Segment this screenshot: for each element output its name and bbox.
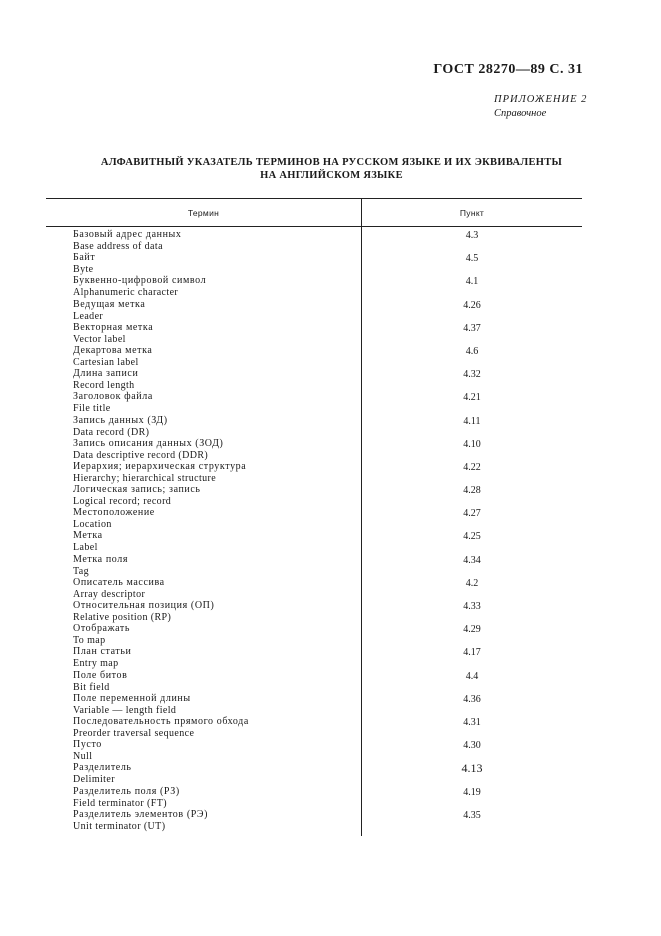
- table-row: [0, 623, 661, 646]
- term-item: 4.31: [463, 716, 481, 728]
- term-ru: Байт: [73, 252, 96, 264]
- table-row: [0, 252, 661, 275]
- term-en: Byte: [73, 264, 94, 276]
- term-en: Array descriptor: [73, 588, 146, 600]
- term-item: 4.11: [463, 415, 481, 427]
- term-ru: Поле битов: [73, 669, 128, 681]
- term-ru: Метка поля: [73, 553, 129, 565]
- term-ru: Заголовок файла: [73, 391, 153, 403]
- document-title-line-2: НА АНГЛИЙСКОМ ЯЗЫКЕ: [260, 170, 403, 181]
- term-ru: Описатель массива: [73, 576, 165, 588]
- term-item: 4.2: [465, 577, 479, 589]
- term-item: 4.5: [465, 253, 479, 265]
- term-item: 4.29: [463, 624, 481, 636]
- term-ru: План статьи: [73, 646, 132, 658]
- term-en: Field terminator (FT): [73, 797, 167, 809]
- term-en: Relative position (RP): [73, 612, 172, 623]
- table-row: [0, 484, 661, 507]
- term-en: Null: [73, 751, 93, 763]
- term-en: Alphanumeric character: [73, 287, 179, 299]
- term-ru: Отображать: [73, 623, 131, 635]
- term-en: Unit terminator (UT): [73, 820, 166, 832]
- term-en: Vector label: [73, 333, 126, 345]
- table-header-rule: [46, 226, 582, 227]
- term-en: Cartesian label: [73, 356, 139, 368]
- term-item: 4.27: [463, 508, 481, 520]
- table-row: [0, 275, 661, 298]
- term-ru: Последовательность прямого обхода: [73, 715, 249, 727]
- table-row: [0, 786, 661, 809]
- term-en: Variable — length field: [73, 704, 177, 716]
- term-ru: Запись описания данных (ЗОД): [73, 437, 224, 449]
- term-item: 4.21: [463, 392, 481, 404]
- term-item: 4.32: [463, 369, 481, 381]
- term-ru: Разделитель: [73, 762, 132, 774]
- term-ru: Относительная позиция (ОП): [73, 600, 215, 611]
- term-en: Tag: [73, 565, 90, 577]
- term-ru: Пусто: [73, 739, 102, 751]
- term-item: 4.1: [465, 276, 479, 288]
- term-item: 4.33: [463, 601, 481, 612]
- term-en: Location: [73, 519, 112, 531]
- term-ru: Запись данных (ЗД): [73, 414, 168, 426]
- appendix-label: ПРИЛОЖЕНИЕ 2: [494, 94, 588, 105]
- table-row: [0, 577, 661, 600]
- term-item: 4.19: [463, 786, 481, 798]
- term-en: File title: [73, 403, 111, 415]
- table-row: [0, 299, 661, 322]
- table-row: [0, 554, 661, 577]
- term-en: Preorder traversal sequence: [73, 727, 195, 739]
- table-row: [0, 229, 661, 252]
- document-title: [0, 156, 661, 182]
- term-en: Leader: [73, 310, 104, 322]
- term-ru: Буквенно-цифровой символ: [73, 275, 207, 287]
- term-item: 4.10: [463, 438, 481, 450]
- table-row: [0, 438, 661, 461]
- term-item: 4.25: [463, 531, 481, 543]
- term-en: Record length: [73, 380, 135, 392]
- term-item: 4.36: [463, 693, 481, 705]
- term-ru: Базовый адрес данных: [73, 229, 182, 240]
- term-en: Data record (DR): [73, 426, 150, 438]
- table-row: [0, 507, 661, 530]
- table-row: [0, 345, 661, 368]
- table-row: [0, 530, 661, 553]
- term-ru: Поле переменной длины: [73, 692, 191, 704]
- term-en: Label: [73, 542, 98, 554]
- term-ru: Декартова метка: [73, 344, 153, 356]
- term-item: 4.17: [463, 647, 481, 659]
- term-ru: Длина записи: [73, 368, 139, 380]
- table-row: [0, 600, 661, 623]
- term-en: Entry map: [73, 658, 119, 670]
- term-item: 4.26: [463, 299, 481, 311]
- table-row: [0, 415, 661, 438]
- term-ru: Векторная метка: [73, 321, 154, 333]
- term-ru: Разделитель элементов (РЭ): [73, 808, 209, 820]
- term-item: 4.13: [461, 761, 483, 776]
- term-en: Base address of data: [73, 241, 163, 252]
- term-item: 4.30: [463, 740, 481, 752]
- term-ru: Иерархия; иерархическая структура: [73, 460, 247, 472]
- term-en: Delimiter: [73, 774, 115, 786]
- table-row: [0, 716, 661, 739]
- table-row: [0, 391, 661, 414]
- table-row: [0, 739, 661, 762]
- term-item: 4.6: [465, 345, 479, 357]
- table-row: [0, 670, 661, 693]
- document-title-line-1: АЛФАВИТНЫЙ УКАЗАТЕЛЬ ТЕРМИНОВ НА РУССКОМ ЯЗЫКЕ И ИХ ЭКВИВАЛЕНТЫ: [100, 157, 563, 168]
- term-item: 4.4: [465, 670, 479, 682]
- term-item: 4.3: [465, 230, 479, 241]
- term-item: 4.28: [463, 485, 481, 497]
- term-ru: Логическая запись; запись: [73, 484, 201, 496]
- term-ru: Местоположение: [73, 507, 155, 519]
- table-row: [0, 461, 661, 484]
- term-ru: Метка: [73, 530, 103, 542]
- term-item: 4.37: [463, 322, 481, 334]
- term-en: To map: [73, 635, 106, 647]
- term-en: Logical record; record: [73, 496, 172, 508]
- page-reference: ГОСТ 28270—89 С. 31: [433, 62, 583, 77]
- term-index-table: [0, 229, 661, 832]
- column-header-item: Пункт: [459, 208, 485, 218]
- table-top-rule: [46, 198, 582, 199]
- table-row: [0, 762, 661, 785]
- table-row: [0, 322, 661, 345]
- table-row: [0, 646, 661, 669]
- term-ru: Разделитель поля (РЗ): [73, 785, 180, 797]
- term-item: 4.35: [463, 809, 481, 821]
- term-item: 4.22: [463, 461, 481, 473]
- term-ru: Ведущая метка: [73, 298, 146, 310]
- term-en: Data descriptive record (DDR): [73, 449, 209, 461]
- term-en: Hierarchy; hierarchical structure: [73, 472, 217, 484]
- table-row: [0, 693, 661, 716]
- term-item: 4.34: [463, 554, 481, 566]
- table-row: [0, 809, 661, 832]
- term-en: Bit field: [73, 681, 110, 693]
- appendix-type: Справочное: [494, 108, 547, 119]
- table-row: [0, 368, 661, 391]
- column-header-term: Термин: [187, 208, 220, 218]
